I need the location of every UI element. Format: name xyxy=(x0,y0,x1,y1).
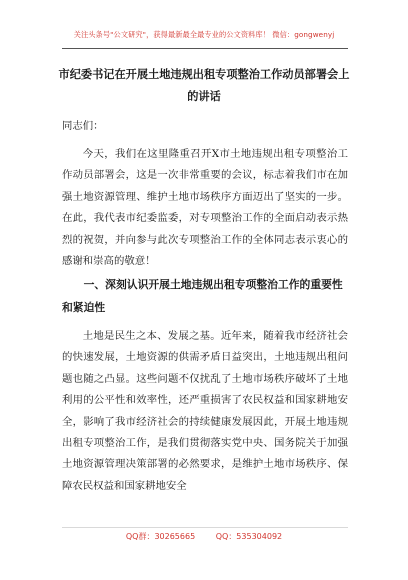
section-heading-1: 一、深刻认识开展土地违规出租专项整治工作的重要性和紧迫性 xyxy=(62,278,343,314)
paragraph-opening: 今天，我们在这里隆重召开X市土地违规出租专项整治工作动员部署会，这是一次非常重要的会议，标志着我们市在加强土地资源管理、维护土地市场秩序方面迈出了坚实的一步。在此，我代表市纪委监委，对专项整治工作的全面启动表示热烈的祝贺，并向参与此次专项整治工作的全体同志表示衷心的感谢和崇高的敬意！ xyxy=(62,148,348,268)
document-title: 市纪委书记在开展土地违规出租专项整治工作动员部署会上的讲话 xyxy=(58,68,350,103)
header-divider xyxy=(62,48,348,49)
footer-qq-group: QQ群：30265665 xyxy=(125,532,196,541)
footer-qq-contact: QQ：535304092 xyxy=(215,532,283,541)
salutation: 同志们： xyxy=(62,120,104,132)
footer xyxy=(0,531,408,542)
footer-divider xyxy=(62,527,348,528)
paragraph-section-1: 土地是民生之本、发展之基。近年来，随着我市经济社会的快速发展，土地资源的供需矛盾日益突出，土地违规出租问题也随之凸显。这些问题不仅扰乱了土地市场秩序破坏了土地利用的公平性和效率性，还严重损害了农民权益和国家耕地安全，影响了我市经济社会的持续健康发展因此，开展土地违规出租专项整治工作，是我们贯彻落实党中央、国务院关于加强土地资源管理决策部署的必然要求，是维护土地市场秩序、保障农民权益和国家耕地安全 xyxy=(62,330,348,492)
header-banner: 关注头条号"公文研究"，获得最新最全最专业的公文资料库！ 微信：gongwenyj xyxy=(73,30,335,39)
